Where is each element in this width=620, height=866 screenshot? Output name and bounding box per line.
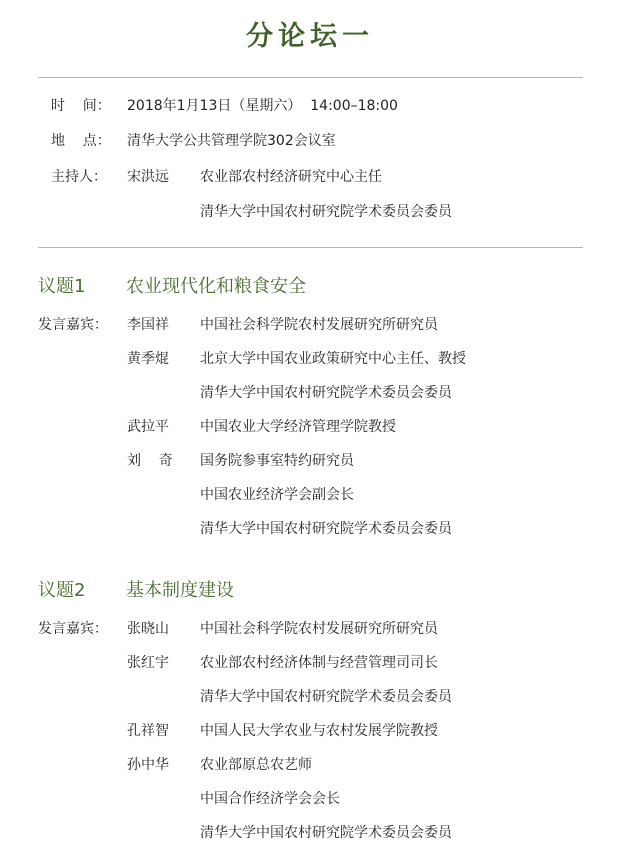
- speaker-row: [0, 718, 620, 744]
- speaker-row: [0, 482, 620, 508]
- speaker-row: [0, 516, 620, 542]
- page-title: 分论坛一: [246, 21, 374, 52]
- topic-heading: [0, 576, 620, 606]
- speaker-row: [0, 414, 620, 440]
- host-row: [0, 164, 620, 190]
- speaker-title: 国务院参事室特约研究员: [200, 453, 354, 469]
- speaker-name: 武拉平: [127, 419, 169, 435]
- speaker-title: 中国农业大学经济管理学院教授: [200, 419, 396, 435]
- speaker-title: 清华大学中国农村研究院学术委员会委员: [200, 521, 452, 537]
- speaker-name: 张晓山: [127, 621, 169, 637]
- speaker-title: 清华大学中国农村研究院学术委员会委员: [200, 385, 452, 401]
- speaker-title: 清华大学中国农村研究院学术委员会委员: [200, 689, 452, 705]
- speaker-title: 农业部农村经济体制与经营管理司司长: [200, 655, 438, 671]
- speaker-row: [0, 312, 620, 338]
- speaker-title: 中国合作经济学会会长: [200, 791, 340, 807]
- speaker-title: 中国社会科学院农村发展研究所研究员: [200, 317, 438, 333]
- speaker-row: [0, 448, 620, 474]
- speaker-name: 刘 奇: [127, 453, 173, 469]
- speaker-row: [0, 820, 620, 846]
- speaker-title: 清华大学中国农村研究院学术委员会委员: [200, 825, 452, 841]
- time-row: [0, 93, 620, 119]
- divider: [38, 247, 583, 248]
- speakers-label: 发言嘉宾：: [38, 317, 108, 333]
- speaker-name: 张红宇: [127, 655, 169, 671]
- place-label: 地 点：: [51, 133, 111, 149]
- place-value: 清华大学公共管理学院302会议室: [127, 133, 336, 149]
- speaker-row: [0, 684, 620, 710]
- speakers-label: 发言嘉宾：: [38, 621, 108, 637]
- speaker-row: [0, 786, 620, 812]
- speaker-title: 中国农业经济学会副会长: [200, 487, 354, 503]
- topic-heading: [0, 272, 620, 302]
- host-row-2: [0, 199, 620, 225]
- speaker-title: 中国人民大学农业与农村发展学院教授: [200, 723, 438, 739]
- topic-label: 议题1: [38, 276, 86, 297]
- host-name: 宋洪远: [127, 169, 169, 185]
- host-title: 农业部农村经济研究中心主任: [200, 169, 382, 185]
- host-label: 主持人：: [51, 169, 107, 185]
- speaker-row: [0, 346, 620, 372]
- speaker-row: [0, 380, 620, 406]
- speaker-name: 孙中华: [127, 757, 169, 773]
- host-title: 清华大学中国农村研究院学术委员会委员: [200, 204, 452, 220]
- speaker-row: [0, 616, 620, 642]
- speaker-row: [0, 650, 620, 676]
- speaker-title: 北京大学中国农业政策研究中心主任、教授: [200, 351, 466, 367]
- topic-name: 基本制度建设: [126, 580, 234, 601]
- speaker-row: [0, 752, 620, 778]
- speaker-title: 中国社会科学院农村发展研究所研究员: [200, 621, 438, 637]
- divider: [38, 77, 583, 78]
- time-value: 2018年1月13日（星期六） 14:00–18:00: [127, 98, 398, 114]
- speaker-name: 黄季焜: [127, 351, 169, 367]
- time-label: 时 间：: [51, 98, 111, 114]
- topic-name: 农业现代化和粮食安全: [126, 276, 306, 297]
- speaker-name: 李国祥: [127, 317, 169, 333]
- speaker-name: 孔祥智: [127, 723, 169, 739]
- topic-label: 议题2: [38, 580, 86, 601]
- speaker-title: 农业部原总农艺师: [200, 757, 312, 773]
- place-row: [0, 128, 620, 154]
